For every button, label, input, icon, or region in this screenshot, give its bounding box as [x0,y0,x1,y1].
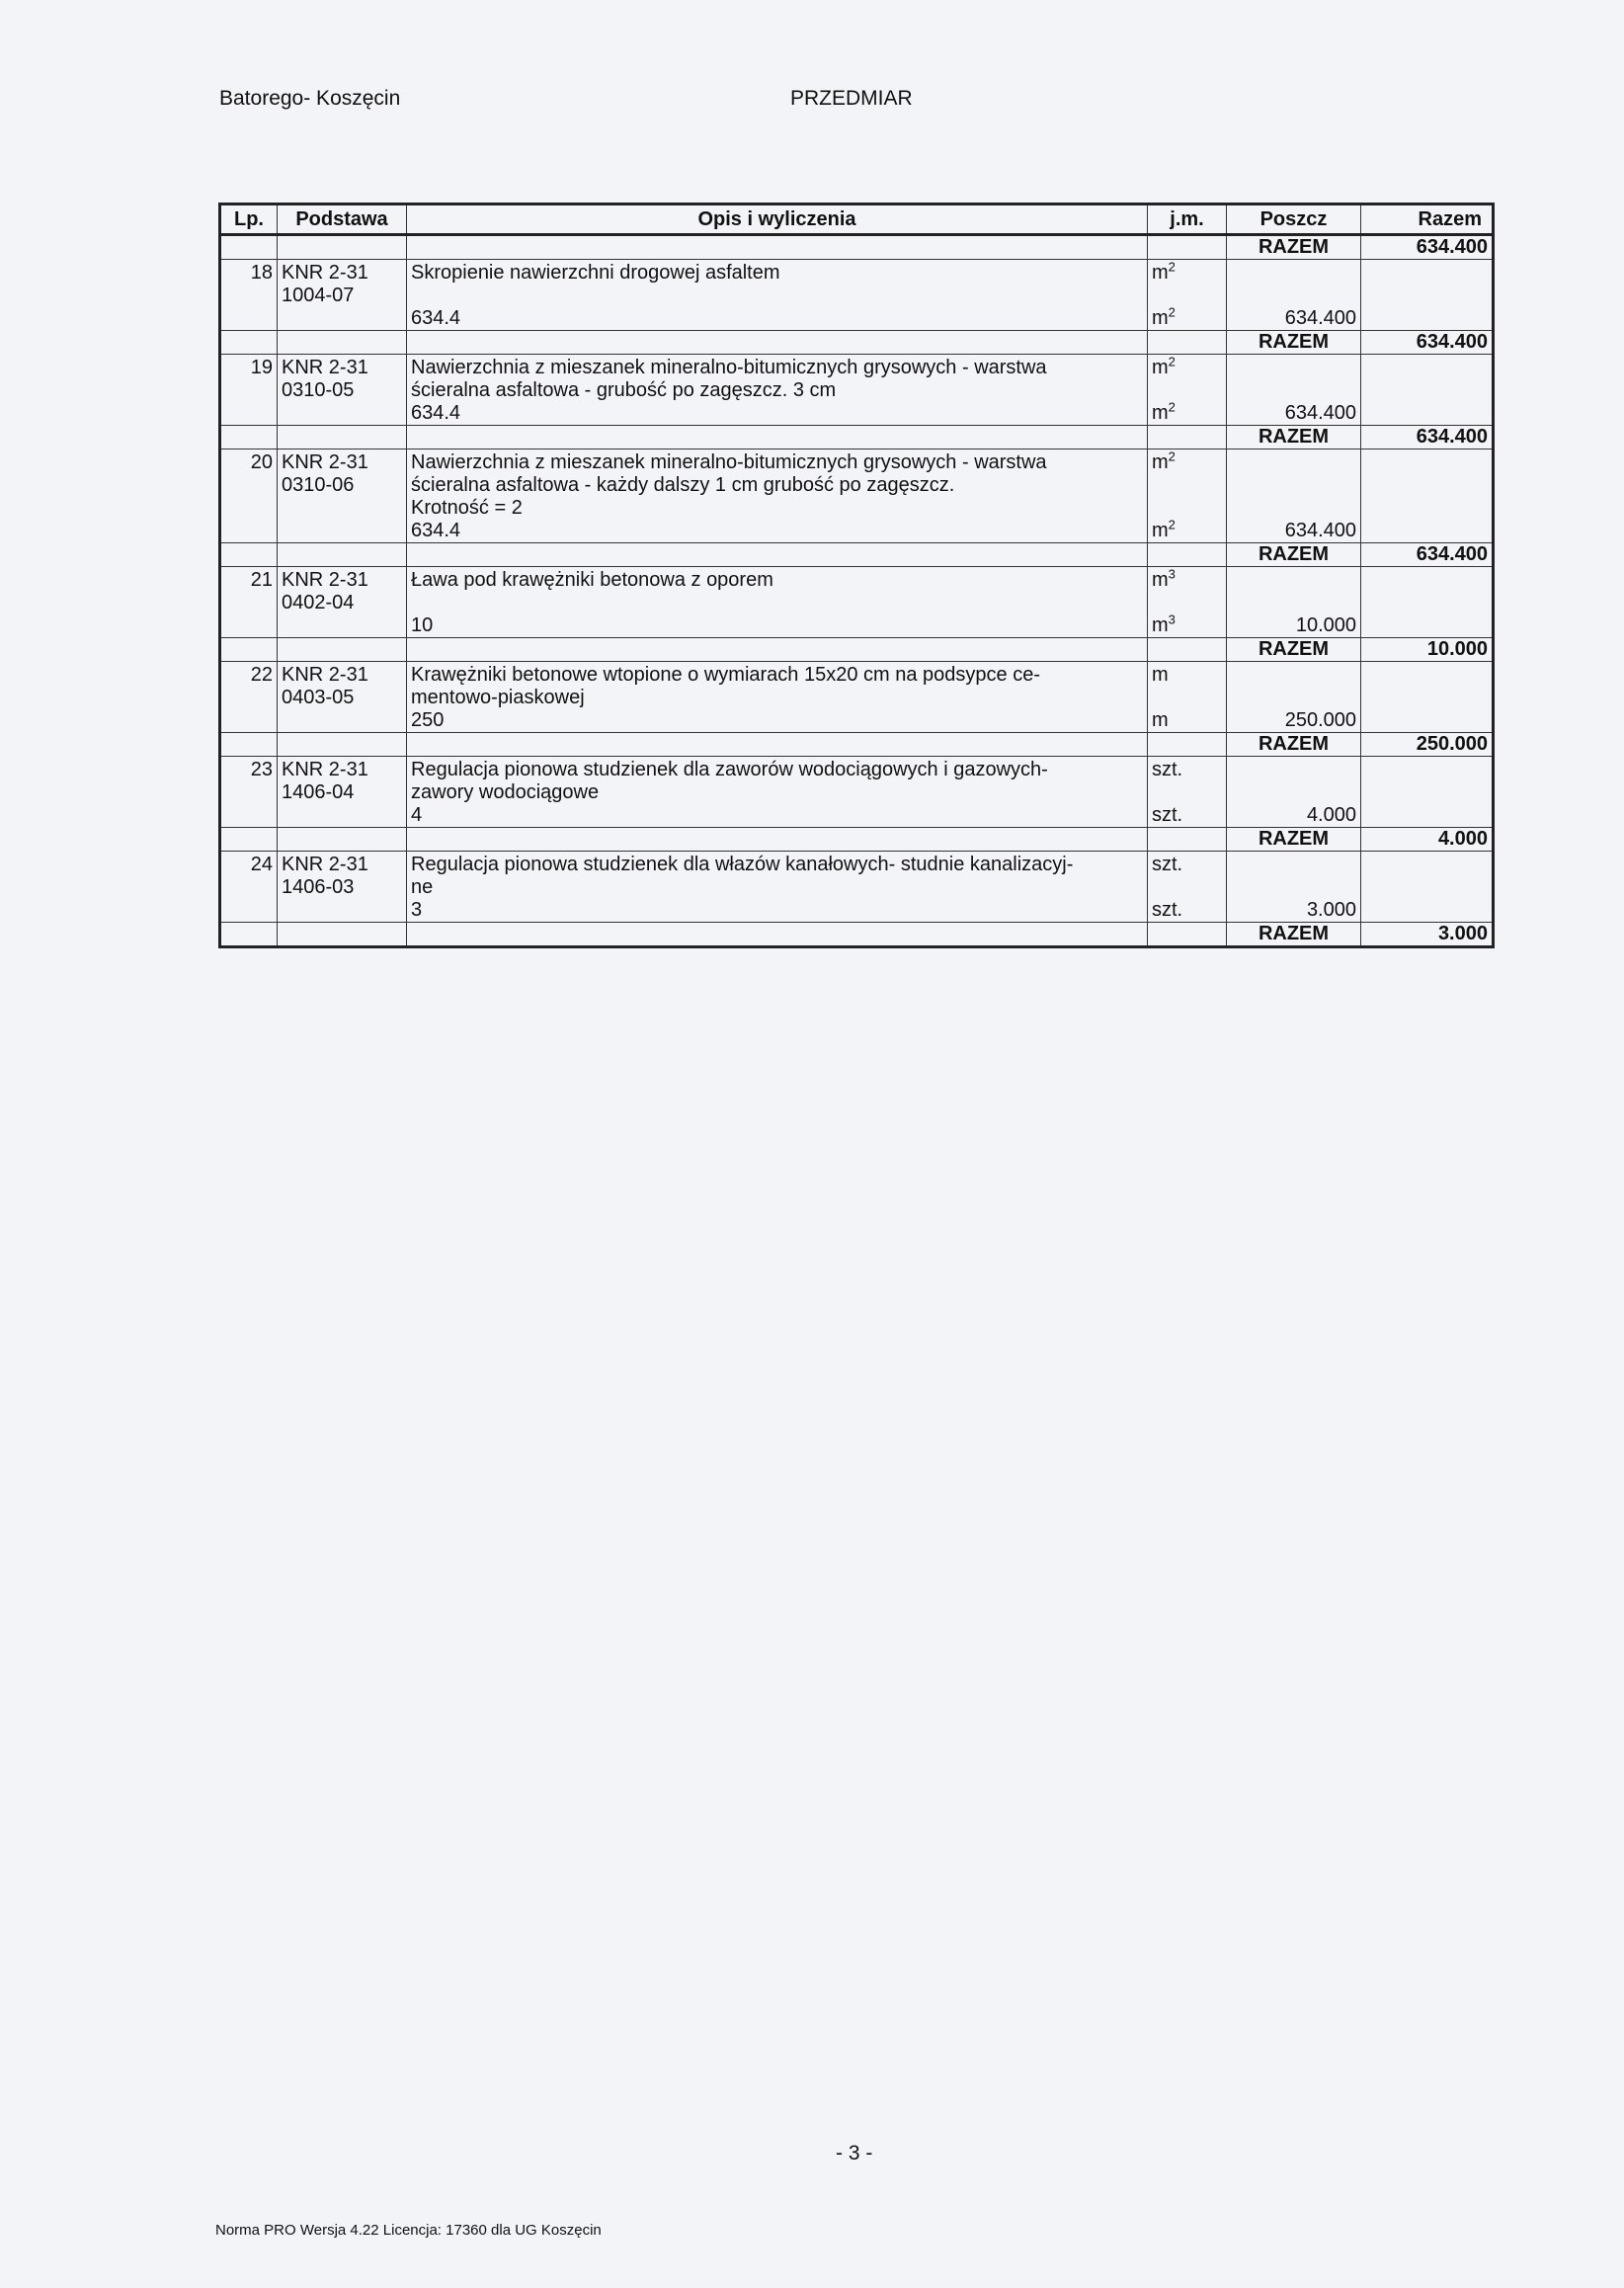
calculation-value: 634.4 [411,520,461,541]
unit-symbol: m [1152,262,1169,284]
spacer [1231,664,1356,687]
poszcz-value: 10.000 [1295,614,1356,636]
description-line: ścieralna asfaltowa - grubość po zagęszcz. 3 cm [411,379,837,401]
item-basis [278,662,407,733]
page-number: - 3 - [836,2142,873,2165]
description-line: Skropienie nawierzchni drogowej asfaltem [411,262,780,284]
table-row [220,260,1494,331]
item-lp: 22 [220,662,278,733]
calculation-value: 10 [411,614,434,636]
unit-symbol: m [1152,402,1169,424]
calculation-value: 4 [411,804,423,826]
item-description [407,852,1148,923]
unit-symbol: szt. [1152,759,1183,780]
column-header-jm: j.m. [1148,204,1227,235]
unit-symbol: m [1152,451,1169,473]
column-header-razem: Razem [1361,204,1494,235]
item-poszcz [1227,449,1361,543]
unit-symbol: szt. [1152,899,1183,921]
item-unit [1148,567,1227,638]
item-unit [1148,757,1227,828]
item-lp: 23 [220,757,278,828]
unit-label [1152,566,1222,592]
item-lp: 24 [220,852,278,923]
item-razem-empty [1361,449,1494,543]
basis-position: 0310-05 [282,379,355,401]
unit-symbol: m [1152,709,1169,731]
item-unit [1148,852,1227,923]
unit-symbol: m [1152,520,1169,541]
unit-label [1152,854,1222,876]
poszcz-value: 634.400 [1284,307,1356,329]
table-row [220,449,1494,543]
basis-position: 0402-04 [282,592,355,613]
unit-symbol: m [1152,569,1169,591]
description-line: Regulacja pionowa studzienek dla włazów kanałowych- studnie kanalizacyj- [411,854,1074,875]
spacer [1152,379,1222,402]
razem-value: 634.400 [1361,235,1494,260]
unit-label [1152,451,1222,474]
description-line: ścieralna asfaltowa - każdy dalszy 1 cm grubość po zagęszcz. [411,474,955,496]
spacer [1231,497,1356,520]
basis-catalog: KNR 2-31 [282,759,368,780]
unit-exponent: 3 [1168,566,1176,582]
razem-label: RAZEM [1227,426,1361,449]
item-razem-empty [1361,567,1494,638]
spacer [1231,357,1356,379]
item-unit [1148,260,1227,331]
razem-label: RAZEM [1227,235,1361,260]
spacer [1152,876,1222,899]
unit-symbol: szt. [1152,804,1183,826]
spacer [411,285,1143,307]
description-line: Ława pod krawężniki betonowa z oporem [411,569,773,591]
razem-label: RAZEM [1227,828,1361,852]
razem-label: RAZEM [1227,638,1361,662]
item-poszcz [1227,355,1361,426]
column-header-opis: Opis i wyliczenia [407,204,1148,235]
poszcz-value: 250.000 [1284,709,1356,731]
column-header-lp: Lp. [220,204,278,235]
description-line: zawory wodociągowe [411,781,600,803]
basis-position: 1406-04 [282,781,355,803]
spacer [1152,497,1222,520]
spacer [1231,592,1356,614]
item-poszcz [1227,567,1361,638]
razem-label: RAZEM [1227,331,1361,355]
table-row [220,852,1494,923]
spacer [1231,759,1356,781]
description-line: Krawężniki betonowe wtopione o wymiarach 15x20 cm na podsypce ce- [411,664,1041,686]
item-razem-empty [1361,852,1494,923]
spacer [1231,379,1356,402]
calc-unit-label [1152,304,1222,330]
unit-exponent: 2 [1168,449,1176,464]
calculation-value: 634.4 [411,402,461,424]
basis-catalog: KNR 2-31 [282,357,368,378]
unit-symbol: m [1152,614,1169,636]
item-lp: 19 [220,355,278,426]
spacer [1231,451,1356,474]
item-basis [278,260,407,331]
column-header-poszcz: Poszcz [1227,204,1361,235]
carryover-razem-row [220,235,1494,260]
razem-value: 250.000 [1361,733,1494,757]
item-basis [278,567,407,638]
calc-unit-label [1152,709,1222,732]
item-poszcz [1227,852,1361,923]
calc-unit-label [1152,517,1222,542]
razem-row [220,638,1494,662]
document-title: PRZEDMIAR [790,87,913,110]
description-line: Nawierzchnia z mieszanek mineralno-bitumicznych grysowych - warstwa [411,357,1047,378]
calculation-value: 250 [411,709,445,731]
spacer [1152,592,1222,614]
poszcz-value: 634.400 [1284,402,1356,424]
unit-symbol: m [1152,307,1169,329]
calculation-value: 634.4 [411,307,461,329]
table-row [220,355,1494,426]
column-header-podstawa: Podstawa [278,204,407,235]
basis-position: 0310-06 [282,474,355,496]
spacer [1231,262,1356,285]
basis-position: 1004-07 [282,285,355,306]
item-unit [1148,355,1227,426]
item-razem-empty [1361,662,1494,733]
unit-symbol: m [1152,357,1169,378]
unit-label [1152,759,1222,781]
item-unit [1148,449,1227,543]
item-basis [278,355,407,426]
item-description [407,449,1148,543]
item-basis [278,449,407,543]
razem-row [220,828,1494,852]
basis-catalog: KNR 2-31 [282,664,368,686]
spacer [1231,474,1356,497]
calc-unit-label [1152,899,1222,922]
item-description [407,567,1148,638]
item-lp: 18 [220,260,278,331]
razem-label: RAZEM [1227,733,1361,757]
unit-exponent: 2 [1168,304,1176,320]
description-line: Regulacja pionowa studzienek dla zaworów wodociągowych i gazowych- [411,759,1048,780]
basis-catalog: KNR 2-31 [282,262,368,284]
item-basis [278,757,407,828]
calculation-value: 3 [411,899,423,921]
razem-value: 3.000 [1361,923,1494,947]
calc-unit-label [1152,614,1222,637]
razem-label: RAZEM [1227,543,1361,567]
spacer [1152,687,1222,709]
razem-row [220,923,1494,947]
unit-exponent: 2 [1168,259,1176,275]
unit-label [1152,259,1222,285]
description-line: Nawierzchnia z mieszanek mineralno-bitumicznych grysowych - warstwa [411,451,1047,473]
unit-label [1152,664,1222,687]
spacer [1152,285,1222,307]
table-row [220,567,1494,638]
spacer [411,592,1143,614]
item-lp: 21 [220,567,278,638]
calc-unit-label [1152,804,1222,827]
description-line: ne [411,876,434,898]
table-header-row [220,204,1494,235]
table-row [220,662,1494,733]
description-line: mentowo-piaskowej [411,687,585,708]
poszcz-value: 3.000 [1306,899,1356,921]
razem-value: 634.400 [1361,543,1494,567]
spacer [1231,854,1356,876]
unit-label [1152,354,1222,379]
item-razem-empty [1361,757,1494,828]
table-body [220,235,1494,947]
unit-symbol: m [1152,664,1169,686]
item-description [407,260,1148,331]
table-row [220,757,1494,828]
basis-position: 1406-03 [282,876,355,898]
razem-row [220,543,1494,567]
description-line: Krotność = 2 [411,497,523,519]
unit-symbol: szt. [1152,854,1183,875]
item-description [407,662,1148,733]
razem-row [220,426,1494,449]
spacer [1152,474,1222,497]
spacer [1231,687,1356,709]
unit-exponent: 3 [1168,612,1176,627]
calc-unit-label [1152,399,1222,425]
item-poszcz [1227,662,1361,733]
item-unit [1148,662,1227,733]
unit-exponent: 2 [1168,354,1176,369]
item-lp: 20 [220,449,278,543]
razem-value: 10.000 [1361,638,1494,662]
item-description [407,355,1148,426]
software-footer: Norma PRO Wersja 4.22 Licencja: 17360 dla UG Koszęcin [215,2222,602,2239]
item-razem-empty [1361,260,1494,331]
razem-value: 4.000 [1361,828,1494,852]
document-header-location: Batorego- Koszęcin [219,87,401,110]
razem-label: RAZEM [1227,923,1361,947]
item-basis [278,852,407,923]
spacer [1152,781,1222,804]
poszcz-value: 4.000 [1306,804,1356,826]
spacer [1231,781,1356,804]
basis-position: 0403-05 [282,687,355,708]
basis-catalog: KNR 2-31 [282,451,368,473]
razem-row [220,331,1494,355]
spacer [1231,285,1356,307]
unit-exponent: 2 [1168,399,1176,415]
razem-row [220,733,1494,757]
razem-value: 634.400 [1361,331,1494,355]
item-description [407,757,1148,828]
item-poszcz [1227,757,1361,828]
poszcz-value: 634.400 [1284,520,1356,541]
basis-catalog: KNR 2-31 [282,569,368,591]
spacer [1231,569,1356,592]
item-poszcz [1227,260,1361,331]
przedmiar-table [218,203,1495,948]
spacer [1231,876,1356,899]
basis-catalog: KNR 2-31 [282,854,368,875]
unit-exponent: 2 [1168,517,1176,532]
razem-value: 634.400 [1361,426,1494,449]
item-razem-empty [1361,355,1494,426]
